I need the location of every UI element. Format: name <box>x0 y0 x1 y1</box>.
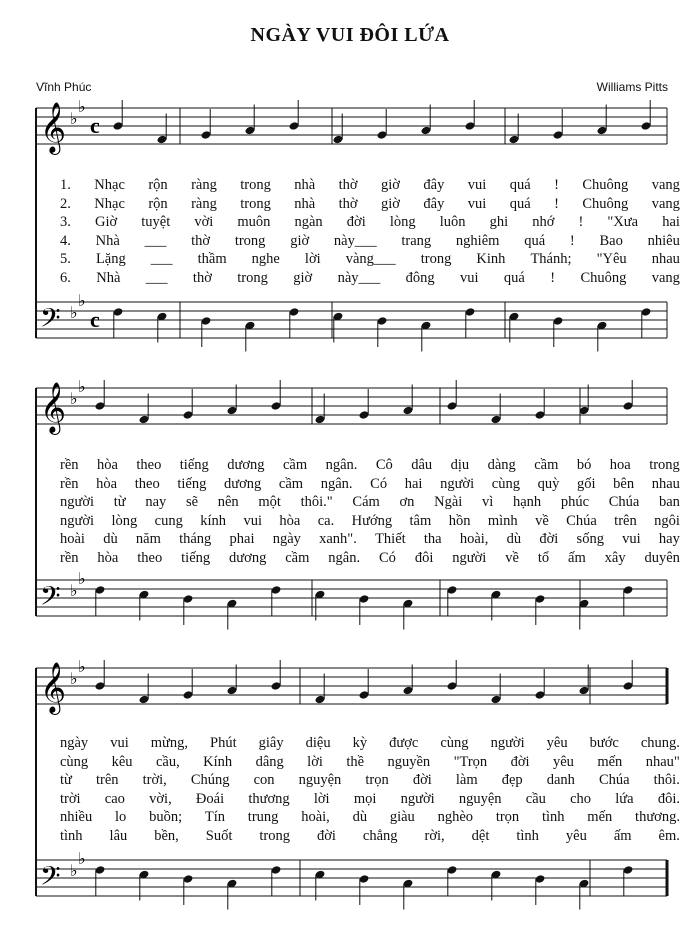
lyric-word: lòng <box>111 512 138 529</box>
lyric-word: ngày <box>272 531 301 548</box>
lyric-line <box>60 512 680 531</box>
lyric-word: con <box>253 772 275 789</box>
lyric-word: Đoái <box>195 790 225 807</box>
lyric-word: rộn <box>148 177 168 193</box>
lyric-word: dàng <box>487 457 516 473</box>
lyric-word: thờ <box>192 269 212 286</box>
lyric-word: nghiêm <box>455 232 500 249</box>
key-signature-flat: ♭ <box>70 863 78 880</box>
lyric-word: trọn <box>495 809 520 826</box>
lyric-word: Kinh <box>476 251 506 268</box>
lyric-word: trung <box>247 809 279 826</box>
lyric-word: dệt <box>471 827 490 844</box>
lyric-word: về <box>505 549 519 566</box>
lyric-word: lâu <box>109 827 128 844</box>
lyric-word: ngày <box>60 735 89 751</box>
lyric-word: Nhạc <box>94 177 125 193</box>
lyric-word: lo <box>115 809 127 826</box>
key-signature-flat: ♭ <box>70 391 78 408</box>
lyric-word: vang <box>651 177 680 193</box>
lyric-line <box>60 176 680 195</box>
lyric-line <box>60 456 680 475</box>
lyric-word: trong <box>240 177 271 193</box>
lyric-word: ___ <box>145 269 168 286</box>
lyric-word: ơn <box>399 494 415 511</box>
lyric-word: ngàn <box>294 214 323 231</box>
lyric-word: dù <box>103 531 118 548</box>
lyric-word: ghi <box>489 214 509 231</box>
lyric-word: này___ <box>333 232 377 249</box>
lyric-word: đôi. <box>657 790 680 807</box>
lyric-word: nguyền <box>387 753 431 770</box>
lyric-word: tiếng <box>177 475 207 492</box>
key-signature-flat: ♭ <box>78 851 86 868</box>
lyric-word: Chuông <box>580 269 627 286</box>
lyric-word: thương. <box>635 809 680 826</box>
lyric-line <box>60 250 680 269</box>
lyric-word: ! <box>554 195 559 212</box>
lyric-word: chẳng <box>362 827 398 844</box>
lyric-word: giờ <box>293 269 313 286</box>
lyric-word: Phút <box>210 735 237 751</box>
lyric-word: mừng, <box>150 735 189 751</box>
lyric-word: Có <box>379 549 396 566</box>
lyric-word: tình <box>60 827 83 844</box>
time-signature: c <box>90 307 100 332</box>
lyric-word: Chúa <box>598 772 630 789</box>
lyric-word: người <box>440 475 475 492</box>
lyric-word: sẽ <box>185 494 199 511</box>
lyric-word: hai <box>404 475 423 492</box>
key-signature-flat: ♭ <box>70 671 78 688</box>
lyric-word: nhau" <box>645 753 680 770</box>
lyric-word: đời <box>316 827 336 844</box>
lyric-line <box>60 530 680 549</box>
lyric-word: đây <box>423 177 445 193</box>
lyric-word: tiếng <box>179 457 209 473</box>
lyric-word: ngân. <box>328 549 361 566</box>
lyric-word: trong <box>240 195 271 212</box>
lyric-word: cầm <box>282 457 308 473</box>
lyric-word: tha <box>423 531 442 548</box>
lyric-word: ngân. <box>325 457 358 473</box>
lyric-word: rộn <box>148 195 168 212</box>
lyric-word: trên <box>95 772 119 789</box>
lyric-word: rền <box>60 549 79 566</box>
lyric-word: hoa <box>609 457 631 473</box>
lyric-word: "Trọn <box>453 753 488 770</box>
lyric-word: ! <box>578 214 584 231</box>
lyric-word: đôi <box>414 549 434 566</box>
lyric-word: muôn <box>237 214 271 231</box>
lyric-word: tình <box>541 809 565 826</box>
lyric-word: Suốt <box>205 827 233 844</box>
lyric-word: quá <box>524 232 546 249</box>
lyric-word: yêu <box>552 753 574 770</box>
key-signature-flat: ♭ <box>78 571 86 588</box>
lyric-word: cùng <box>491 475 520 492</box>
lyric-word: giàu <box>389 809 415 826</box>
lyric-word: Chúa <box>566 512 597 529</box>
lyric-word: theo <box>136 457 162 473</box>
lyric-word: tâm <box>409 512 432 529</box>
lyric-word: đời <box>346 214 366 231</box>
lyric-word: 3. <box>60 214 71 231</box>
lyric-word: ràng <box>191 177 217 193</box>
lyric-word: thôi." <box>300 494 333 511</box>
lyric-word: ! <box>569 232 575 249</box>
lyric-word: thương <box>248 790 290 807</box>
lyric-word: trong <box>649 457 680 473</box>
lyric-word: tháng <box>179 531 212 548</box>
lyric-word: Chuông <box>582 177 629 193</box>
lyric-word: dù <box>352 809 368 826</box>
lyric-word: rền <box>60 457 79 473</box>
lyric-word: nhà <box>294 195 316 212</box>
lyric-word: lứa <box>615 790 634 807</box>
lyric-word: hòa <box>96 475 118 492</box>
lyric-line <box>60 475 680 494</box>
lyric-word: Tín <box>204 809 226 826</box>
lyric-word: vời, <box>149 790 172 807</box>
lyric-word: Nhà <box>95 232 120 249</box>
lyric-word: trọn <box>365 772 389 789</box>
lyric-word: trên <box>614 512 637 529</box>
lyric-word: hoài, <box>459 531 489 548</box>
lyric-word: cho <box>570 790 592 807</box>
lyric-word: ___ <box>144 232 167 249</box>
lyric-word: mến <box>597 753 623 770</box>
lyric-word: người <box>452 549 487 566</box>
lyric-word: Kính <box>203 753 233 770</box>
lyric-line <box>60 790 680 809</box>
lyric-word: hòa <box>279 512 301 529</box>
lyric-word: duyên <box>644 549 680 566</box>
lyric-word: sống <box>576 531 604 548</box>
lyric-word: "Yêu <box>596 251 627 268</box>
treble-clef: 𝄞 <box>40 382 67 433</box>
lyric-word: vời <box>194 214 214 231</box>
lyric-word: Chuông <box>582 195 629 212</box>
lyric-word: tình <box>516 827 539 844</box>
lyric-word: quá <box>503 269 525 286</box>
lyric-word: kỳ <box>352 735 368 751</box>
lyric-word: phúc <box>560 494 589 511</box>
lyric-word: nhiêu <box>647 232 680 249</box>
lyric-word: nhau <box>651 475 680 492</box>
lyric-word: quá <box>509 177 531 193</box>
lyric-word: 5. <box>60 251 71 268</box>
lyric-word: lời <box>307 753 323 770</box>
lyric-word: Chúa <box>608 494 640 511</box>
lyric-word: đẹp <box>501 772 523 789</box>
lyric-word: tuyệt <box>141 214 171 231</box>
lyric-word: đông <box>405 269 435 286</box>
key-signature-flat: ♭ <box>78 659 86 676</box>
lyric-word: thề <box>346 753 365 770</box>
lyric-word: ràng <box>191 195 217 212</box>
lyric-line <box>60 493 680 512</box>
lyric-word: rền <box>60 475 79 492</box>
lyric-word: người <box>60 512 95 529</box>
lyric-word: nguyện <box>458 790 502 807</box>
song-title: NGÀY VUI ĐÔI LỨA <box>250 24 450 46</box>
lyric-word: thầm <box>197 251 227 268</box>
lyric-line <box>60 213 680 232</box>
lyric-word: về <box>535 512 549 529</box>
lyric-word: dịu <box>450 457 470 473</box>
lyric-word: ngôi <box>654 512 680 529</box>
lyric-word: trời, <box>142 772 167 789</box>
lyric-word: vui <box>467 195 487 212</box>
lyric-word: trong <box>259 827 290 844</box>
lyric-word: quá <box>509 195 531 212</box>
lyric-line <box>60 808 680 827</box>
lyric-word: vui <box>460 269 479 286</box>
lyric-word: mình <box>487 512 518 529</box>
lyric-word: hai <box>662 214 680 231</box>
lyric-word: cao <box>104 790 125 807</box>
lyric-word: cùng <box>440 735 469 751</box>
lyric-word: lời <box>313 790 330 807</box>
lyric-word: Nhà <box>96 269 121 286</box>
lyric-line <box>60 734 680 753</box>
lyric-word: giờ <box>290 232 310 249</box>
lyric-word: buồn; <box>149 809 183 826</box>
lyric-word: cầm <box>534 457 559 473</box>
lyric-word: kính <box>200 512 227 529</box>
lyric-word: người <box>400 790 435 807</box>
lyric-word: vui <box>622 531 641 548</box>
lyric-word: Cám <box>352 494 380 511</box>
lyric-word: Bao <box>599 232 623 249</box>
lyric-word: ! <box>554 177 559 193</box>
lyric-word: xây <box>604 549 626 566</box>
lyric-word: vui <box>467 177 487 193</box>
lyric-word: tổ <box>537 549 550 566</box>
lyric-word: từ <box>60 772 72 789</box>
lyric-word: cùng <box>60 753 89 770</box>
lyric-word: dương <box>223 475 262 492</box>
lyric-word: ấm <box>613 827 632 844</box>
lyric-word: danh <box>546 772 575 789</box>
lyric-word: 1. <box>60 177 71 193</box>
lyric-word: vàng___ <box>345 251 396 268</box>
lyric-line <box>60 269 680 288</box>
lyric-word: từ <box>113 494 126 511</box>
lyric-word: nên <box>217 494 239 511</box>
lyric-word: chung. <box>640 735 680 751</box>
lyric-word: cầu <box>525 790 546 807</box>
lyric-word: thờ <box>338 177 358 193</box>
lyric-word: mến <box>587 809 613 826</box>
lyric-word: dương <box>229 549 267 566</box>
lyric-word: cầu, <box>155 753 180 770</box>
lyric-word: "Xưa <box>607 214 639 231</box>
lyric-word: nghèo <box>437 809 474 826</box>
lyric-word: vang <box>651 269 680 286</box>
lyric-word: đời <box>412 772 432 789</box>
lyric-line <box>60 195 680 214</box>
lyric-word: 4. <box>60 232 71 249</box>
lyric-word: Chúng <box>190 772 230 789</box>
lyric-word: Ngài <box>434 494 463 511</box>
lyric-word: phai <box>229 531 255 548</box>
lyric-word: thôi. <box>653 772 680 789</box>
lyrics-system-2 <box>60 456 680 568</box>
lyric-word: theo <box>137 549 163 566</box>
lyric-word: vui <box>110 735 129 751</box>
lyric-word: giờ <box>381 177 400 193</box>
lyric-word: trời <box>60 790 81 807</box>
lyric-word: kêu <box>111 753 133 770</box>
lyric-line <box>60 232 680 251</box>
lyric-word: dương <box>227 457 265 473</box>
lyric-word: bên <box>613 475 635 492</box>
lyric-word: người <box>60 494 95 511</box>
lyric-word: rời, <box>424 827 445 844</box>
lyric-word: ___ <box>150 251 173 268</box>
lyric-word: hòa <box>97 549 119 566</box>
lyric-line <box>60 753 680 772</box>
lyric-word: trang <box>401 232 432 249</box>
lyric-word: xanh". <box>319 531 357 548</box>
lyric-word: Thiết <box>375 531 406 548</box>
lyric-word: làm <box>455 772 478 789</box>
lyric-word: 2. <box>60 195 71 212</box>
lyrics-system-3 <box>60 734 680 846</box>
key-signature-flat: ♭ <box>78 99 86 116</box>
lyric-word: trong <box>234 232 266 249</box>
lyric-word: Hướng <box>351 512 393 529</box>
lyric-word: cầm <box>278 475 304 492</box>
lyric-word: người <box>490 735 525 751</box>
lyricist-credit: Vĩnh Phúc <box>36 80 92 94</box>
lyric-word: êm. <box>658 827 680 844</box>
lyric-word: gối <box>577 475 596 492</box>
lyric-word: lời <box>304 251 321 268</box>
lyric-word: Lặng <box>95 251 126 268</box>
lyric-word: Giờ <box>94 214 118 231</box>
lyric-word: thờ <box>191 232 211 249</box>
lyric-word: hoài <box>60 531 85 548</box>
lyric-word: ấm <box>568 549 586 566</box>
lyric-word: nhiều <box>60 809 93 826</box>
lyric-word: luôn <box>439 214 466 231</box>
lyric-word: lòng <box>389 214 416 231</box>
lyric-word: Cô <box>375 457 393 473</box>
lyric-word: quỳ <box>537 475 560 492</box>
lyric-word: dâng <box>255 753 284 770</box>
bass-clef: 𝄢 <box>40 302 61 340</box>
lyric-word: vui <box>243 512 262 529</box>
lyric-word: hoài, <box>301 809 330 826</box>
lyric-word: yêu <box>565 827 587 844</box>
treble-clef: 𝄞 <box>40 662 67 713</box>
lyric-word: dù <box>506 531 522 548</box>
key-signature-flat: ♭ <box>78 293 86 310</box>
key-signature-flat: ♭ <box>70 111 78 128</box>
lyric-line <box>60 771 680 790</box>
lyric-word: nhớ <box>532 214 555 231</box>
lyric-line <box>60 827 680 846</box>
lyric-word: nguyện <box>298 772 342 789</box>
lyric-word: hồn <box>448 512 471 529</box>
lyric-word: ngân. <box>320 475 353 492</box>
lyric-word: một <box>258 494 281 511</box>
lyric-word: yêu <box>546 735 568 751</box>
lyric-word: này___ <box>337 269 381 286</box>
bass-clef: 𝄢 <box>40 580 61 618</box>
lyric-word: mọi <box>353 790 377 807</box>
lyric-word: nghe <box>251 251 280 268</box>
lyric-word: hạnh <box>512 494 542 511</box>
lyric-word: nay <box>145 494 167 511</box>
lyric-word: thờ <box>338 195 358 212</box>
lyric-word: Nhạc <box>94 195 125 212</box>
lyric-word: năm <box>135 531 161 548</box>
lyric-word: ca. <box>317 512 335 529</box>
lyric-word: giây <box>258 735 284 751</box>
lyric-word: diệu <box>305 735 331 751</box>
lyric-word: đây <box>423 195 445 212</box>
lyric-word: vang <box>651 195 680 212</box>
lyric-word: nhau <box>651 251 680 268</box>
lyric-word: trong <box>420 251 452 268</box>
lyric-word: theo <box>134 475 160 492</box>
lyric-word: được <box>389 735 419 751</box>
lyric-word: cầm <box>285 549 310 566</box>
lyric-word: giờ <box>381 195 400 212</box>
lyric-word: đời <box>539 531 559 548</box>
lyric-word: Thánh; <box>530 251 572 268</box>
composer-credit: Williams Pitts <box>596 80 668 94</box>
lyric-word: vì <box>481 494 494 511</box>
lyric-word: tiếng <box>181 549 211 566</box>
lyric-word: bó <box>576 457 592 473</box>
time-signature: c <box>90 113 100 138</box>
key-signature-flat: ♭ <box>78 379 86 396</box>
lyric-word: bước <box>589 735 619 751</box>
lyric-word: hòa <box>96 457 118 473</box>
lyric-word: trong <box>237 269 268 286</box>
lyric-word: đời <box>510 753 530 770</box>
lyric-word: cung <box>154 512 183 529</box>
lyric-word: 6. <box>60 269 71 286</box>
key-signature-flat: ♭ <box>70 305 78 322</box>
lyric-word: nhà <box>294 177 316 193</box>
lyrics-system-1 <box>60 176 680 288</box>
lyric-word: dâu <box>411 457 433 473</box>
lyric-word: ban <box>658 494 680 511</box>
treble-clef: 𝄞 <box>40 102 67 153</box>
key-signature-flat: ♭ <box>70 583 78 600</box>
lyric-word: ! <box>550 269 556 286</box>
lyric-word: Có <box>370 475 388 492</box>
lyric-word: hay <box>658 531 680 548</box>
bass-clef: 𝄢 <box>40 860 61 898</box>
lyric-line <box>60 549 680 568</box>
lyric-word: bền, <box>154 827 179 844</box>
